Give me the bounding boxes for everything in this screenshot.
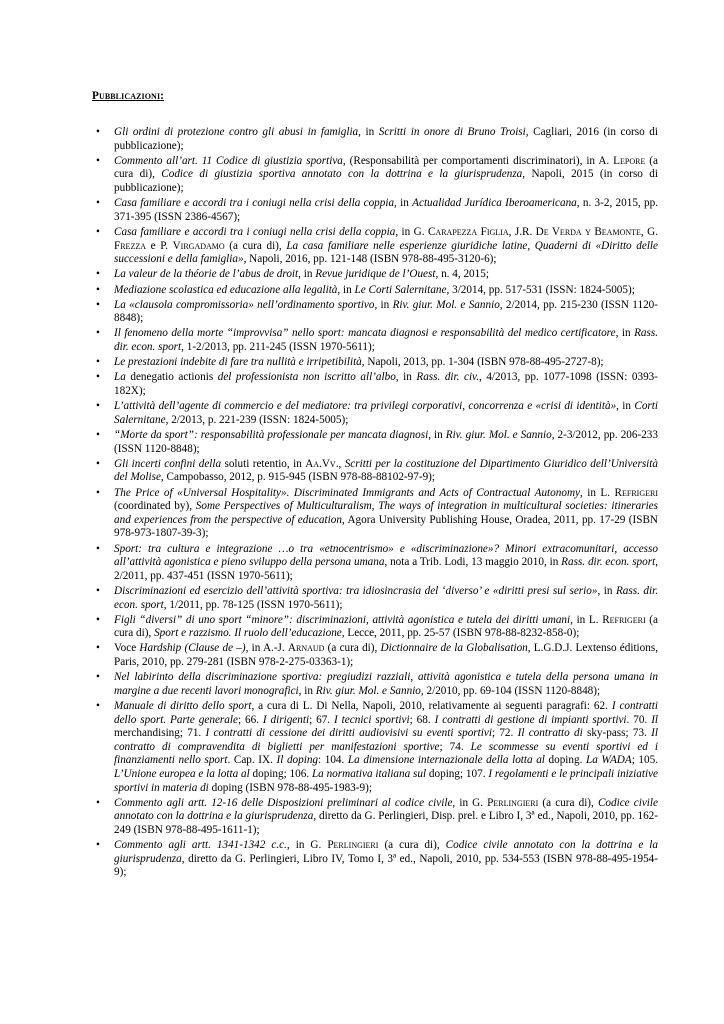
publication-text-segment: Perlingieri bbox=[487, 796, 539, 809]
publication-text-segment: , Napoli, 2015 (in corso di pubblicazione); bbox=[114, 168, 658, 194]
publication-text-segment: . Cap. IX. bbox=[227, 754, 277, 767]
publication-text-segment: Codice di giustizia sportiva annotato con la dottrina e la giurisprudenza bbox=[161, 168, 523, 181]
publication-text-segment: , n. 3-2, 2015, pp. 371-395 (ISSN 2386-4567); bbox=[114, 197, 658, 223]
publication-text-segment: Aa.Vv. bbox=[305, 457, 339, 470]
publication-item bbox=[92, 268, 658, 282]
publication-text-segment: Corti Salernitane bbox=[114, 400, 658, 426]
publication-text-segment: Carapezza Figlia bbox=[427, 225, 509, 238]
bullet-icon: • bbox=[96, 400, 100, 413]
publication-item bbox=[92, 429, 658, 456]
publication-text-segment: doping; 106. bbox=[249, 768, 312, 780]
publication-text-segment: , Agora University Publishing House, Oradea, 2011, pp. 17-29 (ISBN 978-973-1807-39-3); bbox=[114, 513, 658, 540]
publication-text-segment: La «clausola compromissoria» nell’ordinamento sportivo bbox=[114, 298, 375, 311]
publication-text-segment: (coordinated by), bbox=[114, 500, 196, 513]
publication-item bbox=[92, 400, 658, 427]
publication-text-segment: , in bbox=[615, 327, 635, 340]
publication-text-segment: Hardship (Clause de –) bbox=[139, 642, 246, 655]
publication-text-segment: ; 67. bbox=[309, 713, 335, 726]
publication-item bbox=[92, 642, 658, 669]
bullet-icon: • bbox=[96, 584, 100, 597]
publication-text-segment: Refrigeri bbox=[602, 613, 646, 626]
publication-text-segment: L’Unione europea e la lotta al bbox=[114, 768, 250, 780]
publication-text-segment: Riv. giur. Mol. e Sannio bbox=[392, 298, 500, 311]
publication-text-segment: , 2/2010, pp. 69-104 (ISSN 1120-8848); bbox=[420, 684, 601, 697]
publication-text-segment: Le scommesse su eventi sportivi ed i finanziamenti nello sport bbox=[114, 740, 659, 767]
bullet-icon: • bbox=[96, 542, 100, 555]
publication-text-segment: , n. 4, 2015; bbox=[435, 268, 489, 281]
publication-text-segment: doping. bbox=[544, 754, 586, 767]
publication-text-segment: , in bbox=[298, 684, 316, 697]
publication-text-segment: Sport: tra cultura e integrazione …o tra «etnocentrismo» e «discriminazione»? Minori extracomunitari, accesso all’attività agonistica e pieno sviluppo della persona umana bbox=[114, 542, 658, 569]
publication-text-segment: Codice civile annotato con la dottrina e la giurisprudenza bbox=[114, 839, 659, 865]
publication-text-segment: , bbox=[338, 457, 345, 470]
publication-text-segment: Le prestazioni indebite di fare tra nullità e irripetibilità bbox=[114, 356, 362, 369]
publication-text-segment: Lepore bbox=[613, 154, 646, 167]
publication-item bbox=[92, 197, 658, 224]
publication-text-segment: , in G. bbox=[452, 796, 488, 809]
publication-text-segment: ; 74. bbox=[439, 740, 471, 753]
publication-text-segment: Riv. giur. Mol. e Sannio bbox=[315, 684, 421, 697]
publication-text-segment: sky-pass; 73. bbox=[582, 727, 652, 740]
publication-text-segment: Arnaud bbox=[287, 642, 325, 655]
publication-text-segment: Commento all’art. 11 Codice di giustizia sportiva bbox=[114, 154, 343, 167]
publication-text-segment: , in bbox=[337, 283, 355, 296]
bullet-icon: • bbox=[96, 225, 100, 238]
publication-text-segment: I contratti di cessione dei diritti audiovisivi su eventi sportivi bbox=[205, 727, 492, 740]
publication-text-segment: doping (ISBN 978-88-495-1983-9); bbox=[208, 781, 372, 794]
publication-item bbox=[92, 839, 658, 880]
publication-text-segment: Le Corti Salernitane bbox=[354, 283, 447, 296]
bullet-icon: • bbox=[96, 796, 100, 809]
publication-text-segment: The Price of «Universal Hospitality». Discriminated Immigrants and Acts of Contractual Autonomy bbox=[114, 486, 580, 499]
publication-text-segment: , diretto da G. Perlingieri, Disp. prel. e Libro I, 3ª ed., Napoli, 2010, pp. 162-249 (ISBN 978-88-495-1611-1); bbox=[114, 810, 659, 836]
publication-text-segment: , in bbox=[358, 126, 379, 138]
publication-text-segment: (a cura di), bbox=[114, 613, 658, 640]
publication-item bbox=[92, 614, 658, 641]
publication-item bbox=[92, 585, 658, 612]
bullet-icon: • bbox=[96, 486, 100, 499]
publication-text-segment: I tecnici sportivi bbox=[334, 713, 410, 726]
publication-text-segment: , Napoli, 2016, pp. 121-148 (ISBN 978-88-495-3120-6); bbox=[243, 253, 497, 266]
bullet-icon: • bbox=[96, 429, 100, 441]
publication-text-segment: , in bbox=[374, 298, 393, 311]
publication-item bbox=[92, 299, 658, 326]
publication-text-segment: , in G. bbox=[395, 225, 428, 238]
publication-text-segment: De Verda y Beamonte bbox=[535, 225, 641, 238]
publication-item bbox=[92, 487, 658, 541]
publication-text-segment: Casa familiare e accordi tra i coniugi nella crisi della coppia bbox=[114, 225, 396, 238]
publication-text-segment: , in L. bbox=[580, 486, 615, 499]
bullet-icon: • bbox=[96, 283, 100, 296]
publication-text-segment: . 70. bbox=[626, 713, 652, 726]
bullet-icon: • bbox=[96, 298, 100, 311]
publication-text-segment: , in bbox=[428, 429, 446, 441]
publication-text-segment: , a cura di L. Di Nella, Napoli, 2010, relativamente ai seguenti paragrafi: 62. bbox=[251, 700, 612, 713]
publication-text-segment: Frezza bbox=[114, 239, 146, 252]
publication-text-segment: Rass. dir. civ. bbox=[416, 371, 479, 384]
publication-item bbox=[92, 226, 658, 267]
publication-text-segment: Il contratto di bbox=[517, 727, 583, 740]
publication-item bbox=[92, 543, 658, 584]
publication-text-segment: Rass. dir. econ. sport bbox=[114, 327, 659, 354]
publication-text-segment: , 3/2014, pp. 517-531 (ISSN: 1824-5005); bbox=[446, 283, 635, 296]
publication-item bbox=[92, 671, 658, 698]
publication-text-segment: Revue juridique de l’Ouest bbox=[315, 268, 436, 281]
bullet-icon: • bbox=[96, 671, 100, 684]
publication-text-segment: , 4/2013, pp. 1077-1098 (ISSN: 0393-182X); bbox=[114, 371, 658, 398]
publication-text-segment: doping; 107. bbox=[426, 768, 489, 780]
publication-text-segment: e P. bbox=[146, 239, 173, 252]
publication-text-segment: , Napoli, 2013, pp. 1-304 (ISBN 978-88-495-2727-8); bbox=[361, 356, 604, 369]
heading-initial: P bbox=[92, 90, 99, 102]
publication-text-segment: Some Perspectives of Multiculturalism, The ways of integration in multicultural societies: itineraries and experiences from the perspective of education bbox=[114, 500, 658, 526]
publication-text-segment: Il fenomeno della morte “improvvisa” nello sport: mancata diagnosi e responsabilità del medico certificatore bbox=[114, 327, 616, 340]
publication-text-segment: La casa familiare nelle esperienze giuridiche latine, Quaderni di «Diritto delle successioni e della famiglia» bbox=[114, 239, 659, 266]
bullet-icon: • bbox=[96, 327, 100, 340]
publication-text-segment: I contratti di gestione di impianti sportivi bbox=[434, 713, 627, 726]
publication-text-segment: , in bbox=[616, 400, 635, 413]
publication-text-segment: , J.R. bbox=[508, 225, 536, 238]
publication-list bbox=[92, 126, 658, 882]
publication-text-segment: La bbox=[114, 371, 131, 384]
publication-text-segment: Manuale di diritto dello sport bbox=[114, 700, 252, 713]
publication-item bbox=[92, 371, 658, 398]
bullet-icon: • bbox=[96, 613, 100, 626]
publication-text-segment: , 2/2014, pp. 215-230 (ISSN 1120-8848); bbox=[114, 298, 658, 325]
publication-text-segment: La dimensione internazionale della lotta al bbox=[347, 754, 545, 767]
publication-text-segment: , in bbox=[286, 457, 306, 470]
publication-text-segment: , G. bbox=[640, 225, 658, 238]
publication-text-segment: L’attività dell’agente di commercio e del mediatore: tra privilegi corporativi, concorrenza e «crisi di identità» bbox=[114, 400, 617, 413]
publication-text-segment: , in L. bbox=[570, 613, 603, 626]
publication-text-segment: Virgadamo bbox=[172, 239, 225, 252]
bullet-icon: • bbox=[96, 126, 100, 138]
publication-text-segment: , 2-3/2012, pp. 206-233 (ISSN 1120-8848); bbox=[114, 429, 658, 455]
publication-text-segment: I dirigenti bbox=[262, 713, 310, 726]
publication-text-segment: , 1/2011, pp. 78-125 (ISSN 1970-5611); bbox=[163, 598, 343, 611]
publication-text-segment: : 104. bbox=[318, 754, 348, 767]
publication-text-segment: Refrigeri bbox=[614, 486, 658, 499]
publication-text-segment: Figli “diversi” di uno sport “minore”: discriminazioni, attività agonistica e tutela dei diritti umani bbox=[114, 613, 571, 626]
publication-text-segment: Nel labirinto della discriminazione sportiva: pregiudizi razziali, attività agonistica e tutela della persona umana in margine a due recenti lavori monografici bbox=[114, 671, 658, 697]
bullet-icon: • bbox=[96, 457, 100, 470]
publication-item bbox=[92, 458, 658, 485]
publication-text-segment: Campobasso, 2012, p. 915-945 (ISBN 978-88-88102-97-9); bbox=[163, 471, 435, 484]
publication-text-segment: merchandising; 71. bbox=[114, 727, 206, 740]
publication-text-segment: Rass. dir. econ. sport bbox=[114, 584, 659, 611]
publication-text-segment: Discriminazioni ed esercizio dell’attività sportiva: tra idiosincrasia del ‘diverso’ e «diritti presi sul serio» bbox=[114, 584, 598, 597]
publication-text-segment: (a cura di), bbox=[224, 239, 287, 252]
publication-text-segment: La WADA bbox=[586, 754, 632, 767]
publication-text-segment: (a cura di), bbox=[378, 839, 446, 852]
publication-text-segment: ; 105. bbox=[631, 754, 658, 767]
bullet-icon: • bbox=[96, 642, 100, 655]
publication-text-segment: , (Responsabilità per comportamenti discriminatori), in A. bbox=[342, 154, 614, 167]
publication-text-segment: , in G. bbox=[286, 839, 328, 852]
publication-item bbox=[92, 797, 658, 838]
publication-text-segment: Codice civile annotato con la dottrina e la giurisprudenza bbox=[114, 796, 658, 823]
bullet-icon: • bbox=[96, 154, 100, 167]
publication-text-segment: Perlingieri bbox=[327, 839, 379, 852]
publication-text-segment: Dictionnaire de la Globalisation bbox=[380, 642, 528, 655]
publication-text-segment: Riv. giur. Mol. e Sannio bbox=[445, 429, 552, 441]
publication-text-segment: denegatio actionis bbox=[130, 371, 214, 384]
heading-suffix: : bbox=[160, 90, 164, 102]
publication-text-segment: Scritti in onore di Bruno Troisi bbox=[378, 126, 526, 138]
publication-text-segment: I regolamenti e le principali iniziative sportivi in materia di bbox=[114, 768, 658, 794]
publication-text-segment: Il contratto di compravendita di biglietti per manifestazioni sportive bbox=[114, 727, 658, 753]
publication-text-segment: , 2/2013, p. 221-239 (ISSN: 1824-5005); bbox=[165, 413, 349, 426]
bullet-icon: • bbox=[96, 371, 100, 384]
publication-text-segment: , L.G.D.J. Lextenso éditions, Paris, 2010, pp. 279-281 (ISBN 978-2-275-03363-1); bbox=[114, 642, 658, 669]
publication-text-segment: Gli ordini di protezione contro gli abusi in famiglia bbox=[114, 126, 359, 138]
publication-text-segment: , in bbox=[298, 268, 316, 281]
publication-text-segment: , in bbox=[597, 584, 616, 597]
bullet-icon: • bbox=[96, 356, 100, 369]
publication-text-segment: ; 68. bbox=[409, 713, 435, 726]
publication-text-segment: Casa familiare e accordi tra i coniugi nella crisi della coppia bbox=[114, 197, 395, 210]
publication-item bbox=[92, 356, 658, 370]
publication-item bbox=[92, 700, 658, 795]
publication-text-segment: Commento agli artt. 12-16 delle Disposizioni preliminari al codice civile bbox=[114, 796, 453, 809]
publication-text-segment: Il doping bbox=[276, 754, 319, 767]
bullet-icon: • bbox=[96, 268, 100, 281]
publication-text-segment: ; 66. bbox=[237, 713, 263, 726]
publication-item bbox=[92, 284, 658, 298]
publication-text-segment: Voce bbox=[114, 642, 140, 655]
publication-text-segment: “Morte da sport”: responsabilità professionale per mancata diagnosi bbox=[114, 429, 429, 441]
publication-text-segment: Sport e razzismo. Il ruolo dell’educazione bbox=[154, 627, 342, 640]
publication-text-segment: (a cura di), bbox=[324, 642, 381, 655]
bullet-icon: • bbox=[96, 700, 100, 713]
publication-text-segment: soluti retentio bbox=[224, 457, 287, 470]
publication-text-segment: (a cura di), bbox=[538, 796, 598, 809]
publication-text-segment: Il bbox=[651, 713, 659, 726]
section-heading bbox=[92, 90, 164, 104]
publication-text-segment: , 2/2011, pp. 437-451 (ISSN 1970-5611); bbox=[114, 556, 658, 582]
publication-text-segment: , 1-2/2013, pp. 211-245 (ISSN 1970-5611); bbox=[181, 341, 375, 354]
publication-text-segment: La valeur de la théorie de l’abus de droit bbox=[114, 268, 299, 281]
publication-text-segment: ; 72. bbox=[491, 727, 518, 740]
publication-item bbox=[92, 126, 658, 153]
publication-text-segment: Commento agli artt. 1341-1342 c.c. bbox=[114, 839, 287, 852]
publication-text-segment: , Cagliari, 2016 (in corso di pubblicazione); bbox=[114, 126, 658, 152]
bullet-icon: • bbox=[96, 197, 100, 210]
publication-text-segment: Rass. dir. econ. sport bbox=[561, 556, 656, 569]
publication-text-segment: Mediazione scolastica ed educazione alla legalità bbox=[114, 283, 338, 296]
bullet-icon: • bbox=[96, 839, 100, 852]
publication-text-segment: I contratti dello sport. Parte generale bbox=[114, 700, 658, 726]
publication-text-segment: Scritti per la costituzione del Dipartimento Giuridico dell’Università del Molise, bbox=[114, 457, 658, 484]
publication-text-segment: , Lecce, 2011, pp. 25-57 (ISBN 978-88-8232-858-0); bbox=[341, 627, 580, 640]
publication-item bbox=[92, 327, 658, 354]
publication-text-segment: del professionista non iscritto all’albo bbox=[213, 371, 396, 384]
publication-text-segment: , diretto da G. Perlingieri, Libro IV, Tomo I, 3ª ed., Napoli, 2010, pp. 534-553 (ISBN 978-88-495-1954-9); bbox=[114, 852, 658, 879]
publication-text-segment: (a cura di), bbox=[114, 154, 658, 181]
publication-text-segment: Gli incerti confini della bbox=[114, 457, 225, 470]
publication-item bbox=[92, 155, 658, 196]
publication-text-segment: , in A.-J. bbox=[245, 642, 288, 655]
publication-text-segment: La normativa italiana sul bbox=[311, 768, 427, 780]
publication-text-segment: , in bbox=[395, 371, 417, 384]
publication-text-segment: , in bbox=[394, 197, 413, 210]
publication-text-segment: Actualidad Jurídica Iberoamericana bbox=[412, 197, 577, 210]
publication-text-segment: , nota a Trib. Lodi, 13 maggio 2010, in bbox=[384, 556, 562, 569]
heading-rest: ubblicazioni bbox=[98, 90, 161, 102]
